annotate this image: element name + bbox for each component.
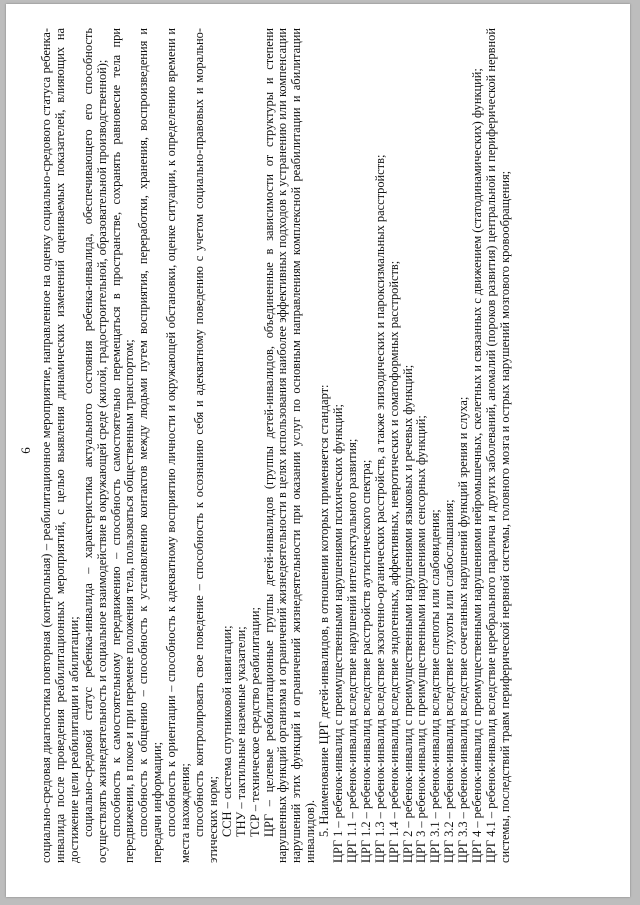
rotated-page-content bbox=[6, 4, 630, 897]
paragraph: способность к самостоятельному передвижению – способность самостоятельно перемещаться в пространстве, сохранять равновесие тела при передвижении, в покое и при перемене положения тела, пользоваться общественным транспортом; bbox=[108, 28, 137, 863]
list-item: ЦРГ 3 – ребенок-инвалид с преимущественными нарушениями сенсорных функций; bbox=[414, 415, 429, 863]
document-page bbox=[6, 4, 630, 897]
paragraph: социально-средовой статус ребенка-инвалида – характеристика актуального состояния ребенка-инвалида, обеспечивающего его способность осуществлять жизнедеятельность и социальное взаимодействие в окружающей среде (жилой, градостроительной, образовательной производственной); bbox=[80, 28, 109, 863]
list-item: ЦРГ 1.4 – ребенок-инвалид вследствие эндогенных, аффективных, невротических и соматоформных расстройств; bbox=[386, 260, 401, 863]
paragraph: ЦРГ – целевые реабилитационные группы детей-инвалидов (группы детей-инвалидов, объединенные в зависимости от структуры и степени нарушенных функций организма и ограничений жизнедеятельности в целях использования наиболее эффективных подходов к устранению или компенсации нарушений этих функций и ограничений жизнедеятельности при оказании услуг по основным направлениям комплексной реабилитации и абилитации инвалидов). bbox=[261, 28, 318, 863]
list-item: ЦРГ 3.3 – ребенок-инвалид вследствие сочетанных нарушений функций зрения и слуха; bbox=[456, 396, 471, 863]
list-item: ЦРГ 1.1 – ребенок-инвалид вследствие нарушений интеллектуального развития; bbox=[344, 438, 359, 863]
paragraph: способность к ориентации – способность к адекватному восприятию личности и окружающей обстановки, оценке ситуации, к определению времени и места нахождения; bbox=[164, 28, 193, 863]
paragraph: социально-средовая диагностика повторная (контрольная) – реабилитационное мероприятие, направленное на оценку социально-средового статуса ребенка-инвалида после проведения реабилитационных мероприятий, с целью выявления динамических изменений оцениваемых показателей, влияющих на достижение цели реабилитации и абилитации; bbox=[39, 28, 81, 863]
list-item: ЦРГ 1 – ребенок-инвалид с преимущественными нарушениями психических функций; bbox=[331, 404, 346, 863]
list-item: ЦРГ 1.3 – ребенок-инвалид вследствие экзогенно-органических расстройств, а также эпизодических и пароксизмальных расстройств; bbox=[372, 154, 387, 863]
list-item: ЦРГ 4.1 – ребенок-инвалид вследствие церебрального паралича и других заболеваний, аномалий (пороков развития) центральной и периферической нервной системы, последствий травм периферической нервной системы, головного мозга и острых нарушений мозгового кровообращения; bbox=[484, 28, 512, 863]
abbreviation-line: ТСР – техническое средство реабилитации; bbox=[247, 606, 262, 837]
paragraph: способность к общению – способность к установлению контактов между людьми путем восприятия, переработки, хранения, воспроизведения и передачи информации; bbox=[136, 28, 165, 863]
paragraph: способность контролировать свое поведение – способность к осознанию себя и адекватному поведению с учетом социально-правовых и морально-этических норм; bbox=[191, 28, 220, 863]
abbreviation-line: ССН – система спутниковой навигации; bbox=[219, 625, 234, 837]
abbreviation-line: ТНУ – тактильные наземные указатели; bbox=[233, 626, 248, 837]
section-heading: 5. Наименование ЦРГ детей-инвалидов, в отношении которых применяется стандарт: bbox=[317, 384, 332, 837]
list-item: ЦРГ 3.1 – ребенок-инвалид вследствие слепоты или слабовидения; bbox=[428, 509, 443, 863]
document-body bbox=[40, 28, 513, 863]
page-number: 6 bbox=[18, 447, 33, 454]
list-item: ЦРГ 2 – ребенок-инвалид с преимущественными нарушениями языковых и речевых функций; bbox=[400, 364, 415, 863]
list-item: ЦРГ 3.2 – ребенок-инвалид вследствие глухоты или слабослышания; bbox=[442, 499, 457, 863]
list-item: ЦРГ 1.2 – ребенок-инвалид вследствие расстройств аутистического спектра; bbox=[358, 459, 373, 863]
list-item: ЦРГ 4 – ребенок-инвалид с преимущественными нарушениями нейромышечных, скелетных и связанных с движением (статодинамических) функций; bbox=[470, 68, 485, 863]
